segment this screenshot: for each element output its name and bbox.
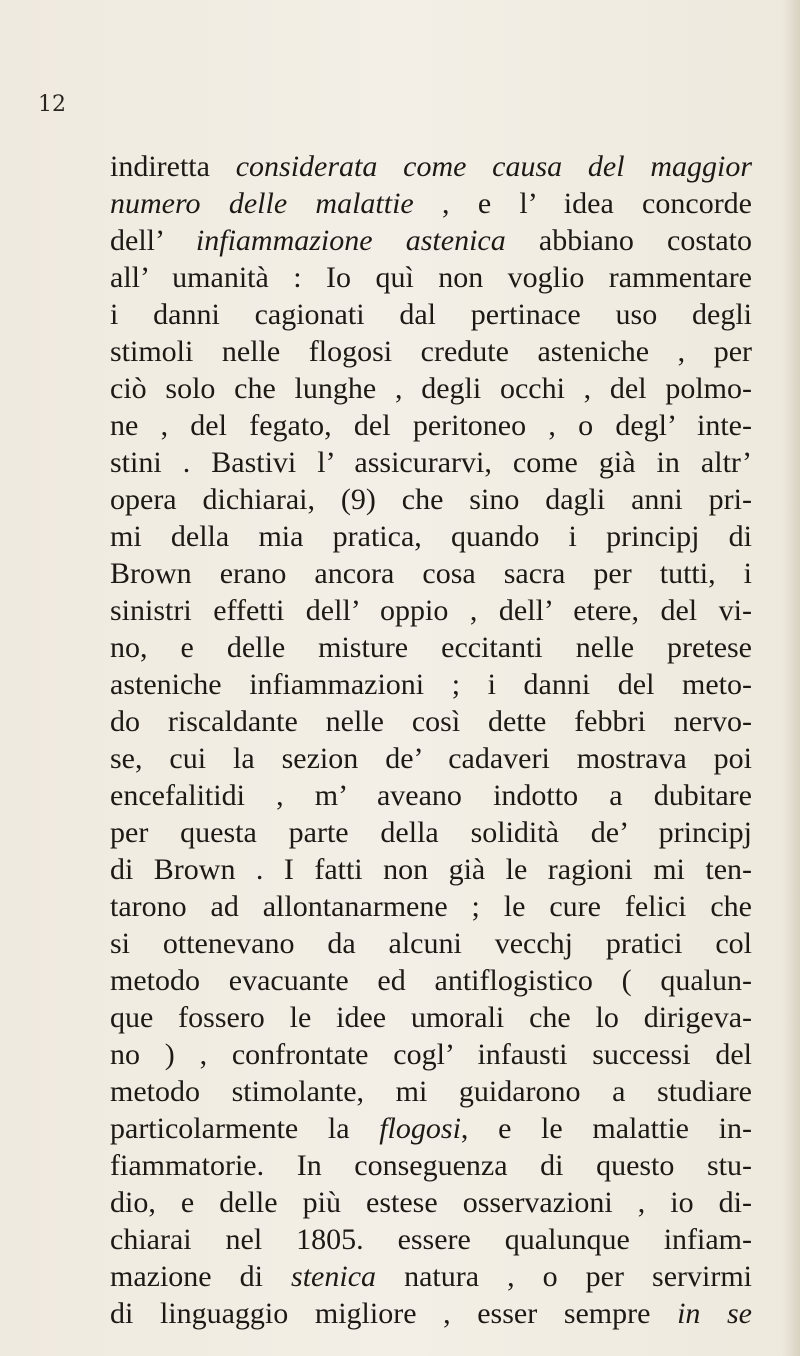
italic-text: considerata come causa del maggior (235, 150, 752, 183)
text-line (110, 1036, 752, 1073)
text-line (110, 740, 752, 777)
text-segment: fiammatorie. In conseguenza di questo stu- (110, 1149, 752, 1182)
text-line (110, 777, 752, 814)
text-segment: opera dichiarai, (9) che sino dagli anni pri- (110, 483, 752, 516)
italic-text: in se (677, 1297, 752, 1330)
text-segment: , e l’ idea concorde (413, 187, 752, 220)
text-segment: stini . Bastivi l’ assicurarvi, come già in altr’ (110, 446, 752, 479)
text-line (110, 962, 752, 999)
text-segment: indiretta (110, 150, 236, 183)
text-line (110, 370, 752, 407)
text-segment: dio, e delle più estese osservazioni , io di- (110, 1186, 752, 1219)
text-segment: abbiano costato (505, 224, 753, 257)
text-segment: dell’ (110, 224, 196, 257)
text-line (110, 555, 752, 592)
text-segment: chiarai nel 1805. essere qualunque infiam- (110, 1223, 752, 1256)
text-segment: do riscaldante nelle così dette febbri nervo- (110, 705, 752, 738)
text-line (110, 1073, 752, 1110)
text-segment: natura , o per servirmi (376, 1260, 752, 1293)
text-line (110, 185, 752, 222)
text-line (110, 333, 752, 370)
text-segment: ne , del fegato, del peritoneo , o degl’ inte- (110, 409, 752, 442)
text-segment: que fossero le idee umorali che lo dirigeva- (110, 1001, 752, 1034)
page-number: 12 (38, 92, 66, 117)
text-line (110, 444, 752, 481)
text-segment: particolarmente la (110, 1112, 380, 1145)
text-line (110, 851, 752, 888)
text-segment: si ottenevano da alcuni vecchj pratici col (110, 927, 752, 960)
text-line (110, 629, 752, 666)
text-segment: all’ umanità : Io quì non voglio rammentare (110, 261, 752, 294)
text-segment: di Brown . I fatti non già le ragioni mi ten- (110, 853, 752, 886)
italic-text: numero delle malattie (110, 187, 414, 220)
text-segment: Brown erano ancora cosa sacra per tutti, i (110, 557, 752, 590)
text-segment: mazione di (110, 1260, 292, 1293)
body-text (110, 148, 752, 1332)
text-line (110, 481, 752, 518)
page-edge-shadow (782, 0, 800, 1356)
text-line (110, 296, 752, 333)
text-segment: ciò solo che lunghe , degli occhi , del polmo- (110, 372, 752, 405)
text-line (110, 222, 752, 259)
italic-text: infiammazione astenica (195, 224, 506, 257)
text-line (110, 518, 752, 555)
text-line (110, 925, 752, 962)
text-line (110, 666, 752, 703)
text-segment: tarono ad allontanarmene ; le cure felici che (110, 890, 752, 923)
text-segment: stimoli nelle flogosi credute asteniche , per (110, 335, 752, 368)
text-segment: encefalitidi , m’ aveano indotto a dubitare (110, 779, 752, 812)
text-line (110, 703, 752, 740)
text-line (110, 1221, 752, 1258)
text-segment: mi della mia pratica, quando i principj di (110, 520, 752, 553)
text-segment: metodo evacuante ed antiflogistico ( qualun- (110, 964, 752, 997)
text-line (110, 999, 752, 1036)
text-segment: per questa parte della solidità de’ principj (110, 816, 752, 849)
text-line (110, 1295, 752, 1332)
text-line (110, 888, 752, 925)
text-segment: asteniche infiammazioni ; i danni del meto- (110, 668, 752, 701)
text-segment: sinistri effetti dell’ oppio , dell’ etere, del vi- (110, 594, 752, 627)
text-line (110, 592, 752, 629)
text-line (110, 814, 752, 851)
italic-text: stenica (291, 1260, 377, 1293)
text-segment: no, e delle misture eccitanti nelle pretese (110, 631, 752, 664)
text-segment: no ) , confrontate cogl’ infausti successi del (110, 1038, 752, 1071)
text-segment: di linguaggio migliore , esser sempre (110, 1297, 678, 1330)
text-line (110, 407, 752, 444)
text-line (110, 1147, 752, 1184)
text-segment: se, cui la sezion de’ cadaveri mostrava poi (110, 742, 752, 775)
italic-text: flogosi (379, 1112, 461, 1145)
text-segment: metodo stimolante, mi guidarono a studiare (110, 1075, 752, 1108)
text-line (110, 1184, 752, 1221)
text-segment: , e le malattie in- (460, 1112, 752, 1145)
text-line (110, 259, 752, 296)
text-line (110, 148, 752, 185)
text-segment: i danni cagionati dal pertinace uso degli (110, 298, 752, 331)
text-line (110, 1258, 752, 1295)
text-line (110, 1110, 752, 1147)
